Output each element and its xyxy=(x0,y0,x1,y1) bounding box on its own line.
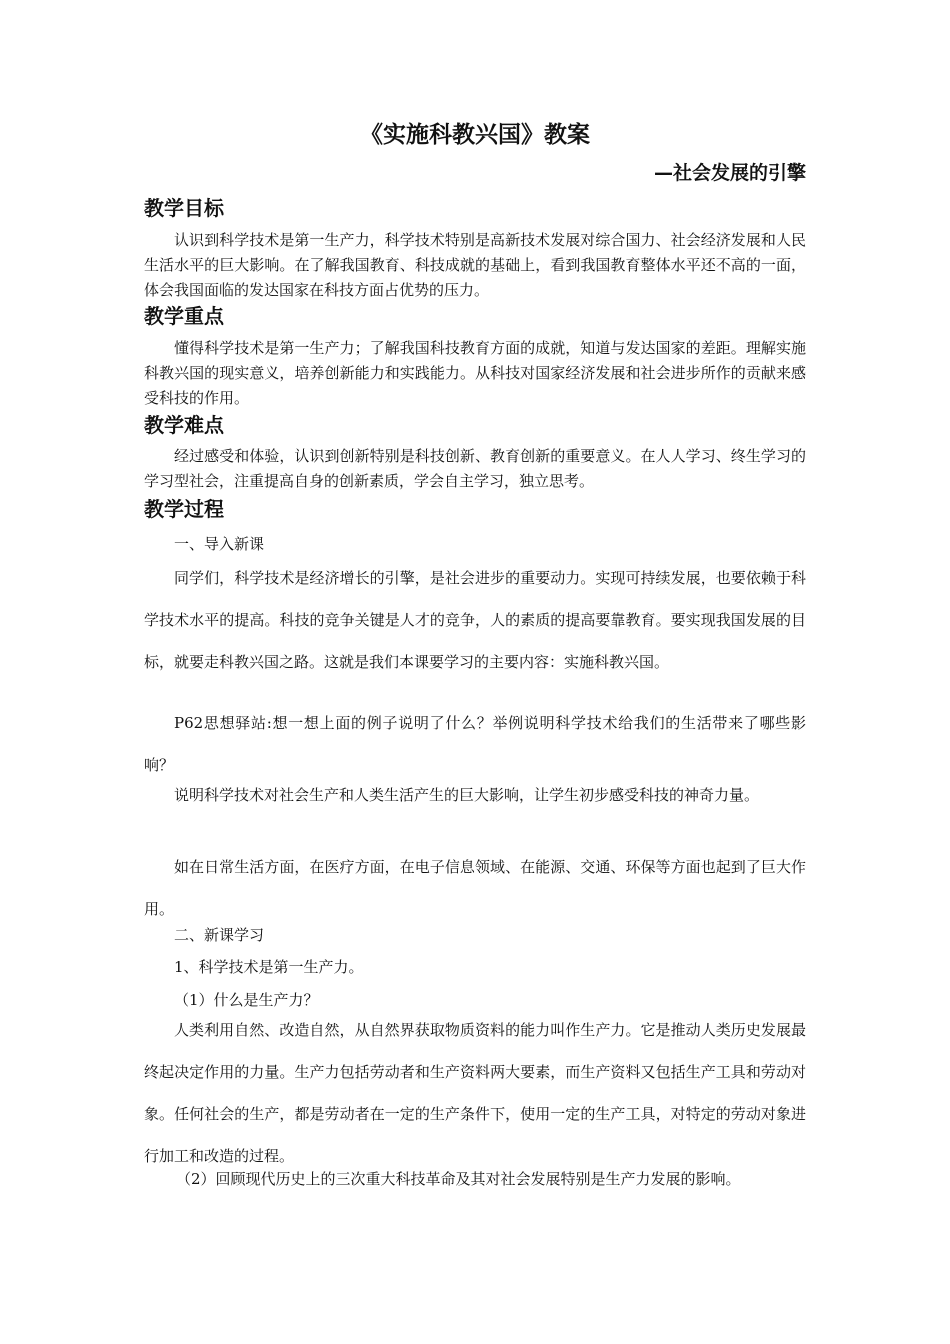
section-heading-process: 教学过程 xyxy=(144,497,224,521)
section-heading-difficulties: 教学难点 xyxy=(144,413,224,437)
question-1: （1）什么是生产力？ xyxy=(174,991,319,1009)
new-lesson-label: 二、新课学习 xyxy=(174,926,265,944)
section-heading-objectives: 教学目标 xyxy=(144,196,224,220)
difficulties-text: 经过感受和体验，认识到创新特别是科技创新、教育创新的重要意义。在人人学习、终生学习的学习型社会，注重提高自身的创新素质，学会自主学习，独立思考。 xyxy=(144,447,806,490)
explain-text: 说明科学技术对社会生产和人类生活产生的巨大影响，让学生初步感受科技的神奇力量。 xyxy=(174,786,760,804)
question-1-text: 人类利用自然、改造自然，从自然界获取物质资料的能力叫作生产力。它是推动人类历史发展最终起决定作用的力量。生产力包括劳动者和生产资料两大要素，而生产资料又包括生产工具和劳动对象。任何社会的生产，都是劳动者在一定的生产条件下，使用一定的生产工具，对特定的劳动对象进行加工和改造的过程。 xyxy=(144,1021,806,1165)
question-2: （2）回顾现代历史上的三次重大科技革命及其对社会发展特别是生产力发展的影响。 xyxy=(176,1170,741,1188)
section-heading-key-points: 教学重点 xyxy=(144,304,224,328)
point-1: 1、科学技术是第一生产力。 xyxy=(174,958,364,976)
document-title: 《实施科教兴国》教案 xyxy=(360,122,590,148)
document-subtitle: —社会发展的引擎 xyxy=(653,162,806,184)
example-text: 如在日常生活方面，在医疗方面，在电子信息领域、在能源、交通、环保等方面也起到了巨大作用。 xyxy=(144,858,806,918)
document-page xyxy=(144,0,806,1344)
p62-text: P62思想驿站:想一想上面的例子说明了什么？举例说明科学技术给我们的生活带来了哪些影响？ xyxy=(144,714,806,774)
intro-label: 一、导入新课 xyxy=(174,535,265,553)
intro-text: 同学们，科学技术是经济增长的引擎，是社会进步的重要动力。实现可持续发展，也要依赖于科学技术水平的提高。科技的竞争关键是人才的竞争，人的素质的提高要靠教育。要实现我国发展的目标，就要走科教兴国之路。这就是我们本课要学习的主要内容：实施科教兴国。 xyxy=(144,569,806,671)
objectives-text: 认识到科学技术是第一生产力，科学技术特别是高新技术发展对综合国力、社会经济发展和人民生活水平的巨大影响。在了解我国教育、科技成就的基础上，看到我国教育整体水平还不高的一面，体会我国面临的发达国家在科技方面占优势的压力。 xyxy=(144,231,806,299)
key-points-text: 懂得科学技术是第一生产力；了解我国科技教育方面的成就，知道与发达国家的差距。理解实施科教兴国的现实意义，培养创新能力和实践能力。从科技对国家经济发展和社会进步所作的贡献来感受科技的作用。 xyxy=(144,339,806,407)
